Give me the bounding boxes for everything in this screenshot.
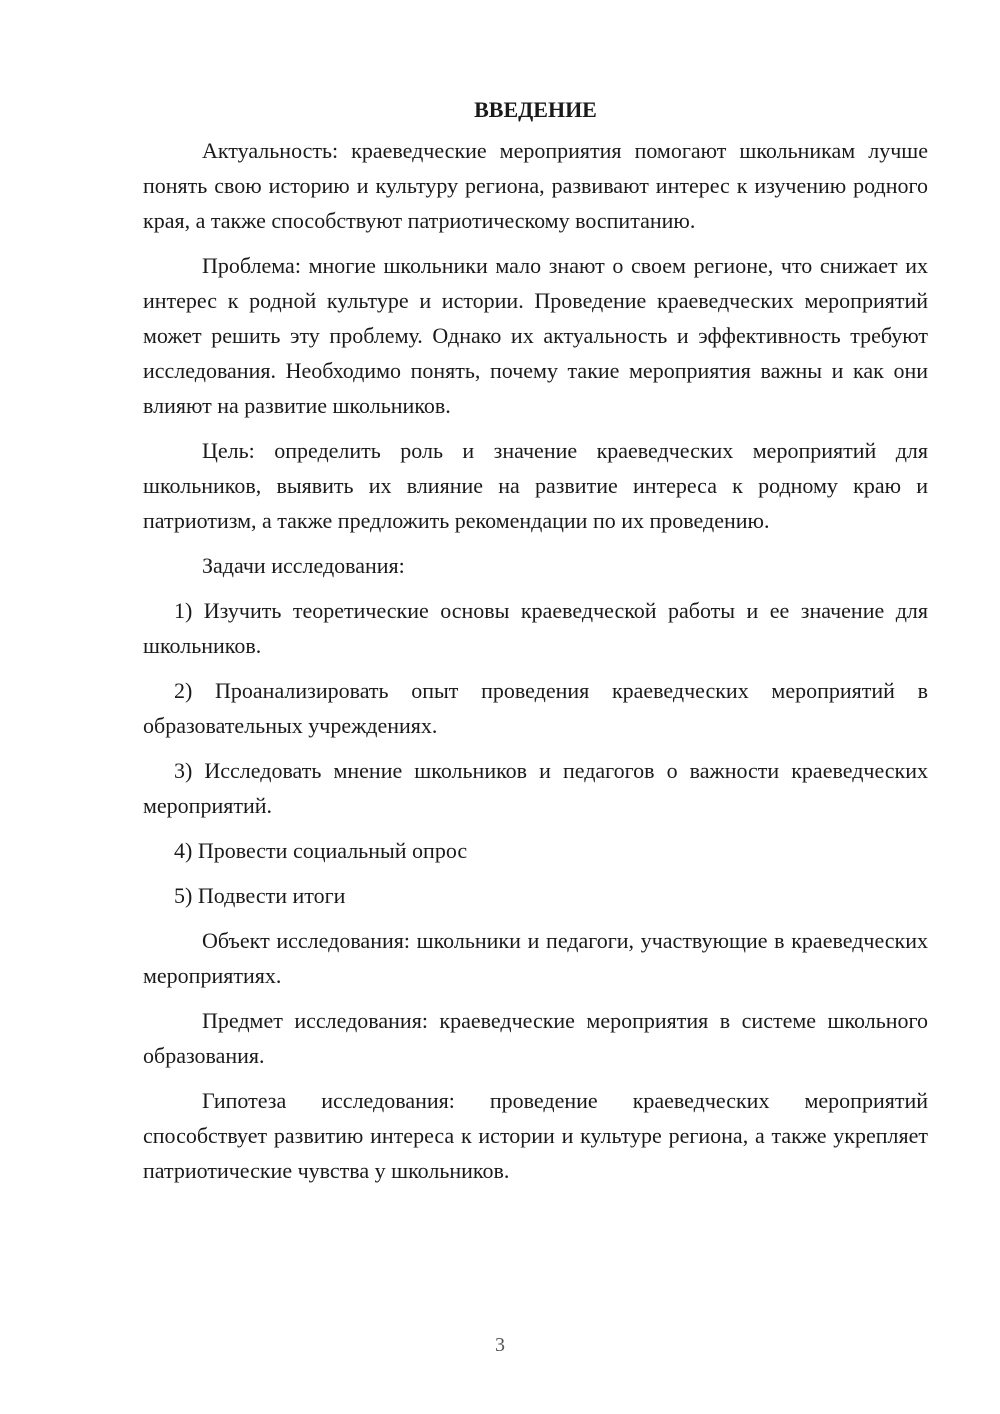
paragraph-tasks-heading: Задачи исследования: [202,553,405,578]
section-title: ВВЕДЕНИЕ [474,97,597,122]
document-page [143,92,928,1198]
paragraph-subject: Предмет исследования: краеведческие мероприятия в системе школьного образования. [143,1008,928,1068]
paragraph-object: Объект исследования: школьники и педагоги, участвующие в краеведческих мероприятиях. [143,928,928,988]
task-item-2: 2) Проанализировать опыт проведения краеведческих мероприятий в образовательных учреждениях. [143,678,928,738]
paragraph-relevance: Актуальность: краеведческие мероприятия помогают школьникам лучше понять свою историю и культуру региона, развивают интерес к изучению родного края, а также способствуют патриотическому воспитанию. [143,138,928,233]
page-number: 3 [495,1334,505,1356]
paragraph-hypothesis: Гипотеза исследования: проведение краеведческих мероприятий способствует развитию интереса к истории и культуре региона, а также укрепляет патриотические чувства у школьников. [143,1088,928,1183]
task-item-4: 4) Провести социальный опрос [174,838,468,863]
task-item-5: 5) Подвести итоги [174,883,346,908]
paragraph-goal: Цель: определить роль и значение краеведческих мероприятий для школьников, выявить их влияние на развитие интереса к родному краю и патриотизм, а также предложить рекомендации по их проведению. [143,438,928,533]
task-item-1: 1) Изучить теоретические основы краеведческой работы и ее значение для школьников. [143,598,928,658]
paragraph-problem: Проблема: многие школьники мало знают о своем регионе, что снижает их интерес к родной культуре и истории. Проведение краеведческих мероприятий может решить эту проблему. Однако их актуальность и эффективность требуют исследования. Необходимо понять, почему такие мероприятия важны и как они влияют на развитие школьников. [143,253,928,418]
task-item-3: 3) Исследовать мнение школьников и педагогов о важности краеведческих мероприятий. [143,758,928,818]
